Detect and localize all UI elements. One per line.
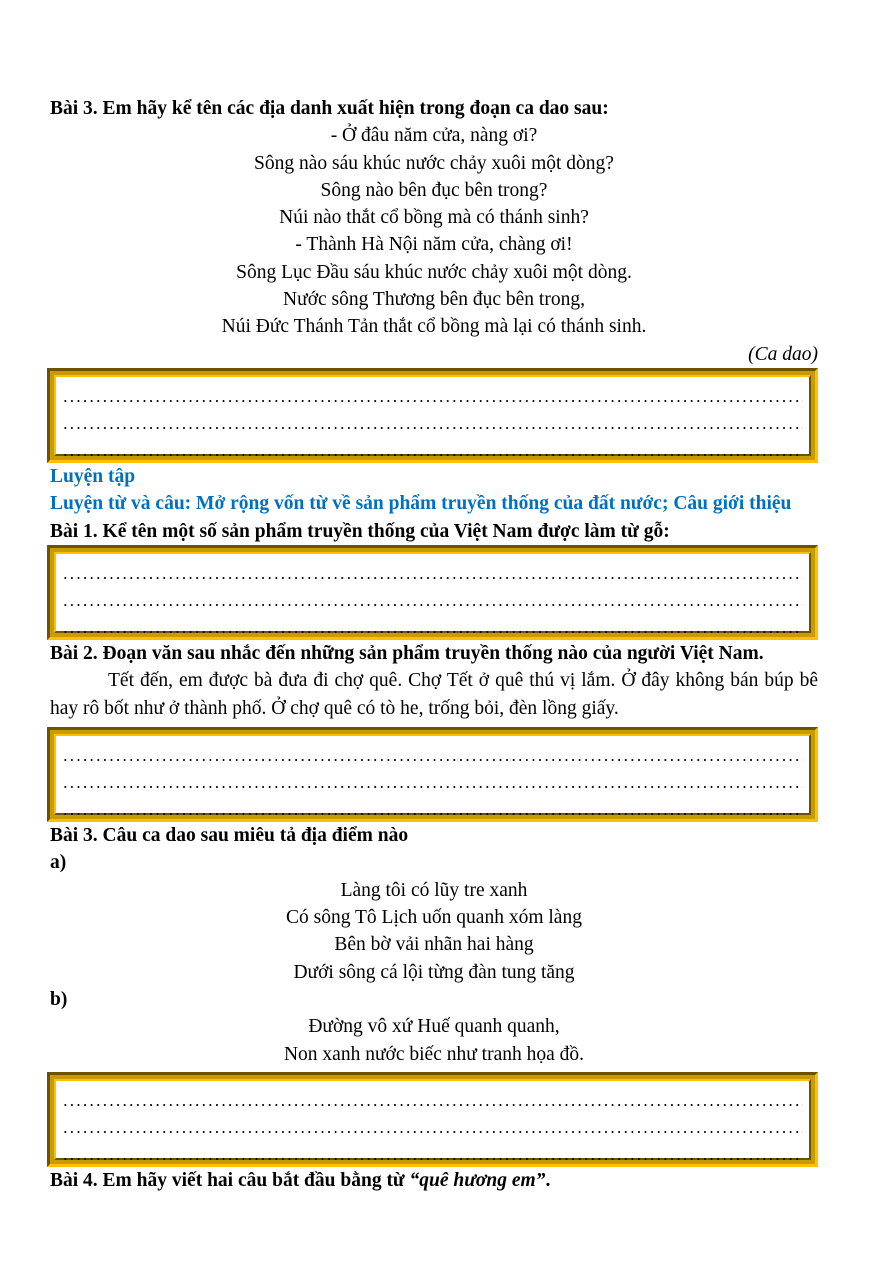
exercise-4-title-text: Bài 4. Em hãy viết hai câu bắt đầu bằng từ bbox=[50, 1169, 410, 1191]
answer-line[interactable] bbox=[62, 614, 803, 641]
verse-line: Non xanh nước biếc như tranh họa đồ. bbox=[283, 1043, 585, 1065]
answer-line[interactable] bbox=[62, 1141, 803, 1168]
section-title: Luyện tập bbox=[50, 465, 136, 487]
verse-line: Núi nào thắt cổ bồng mà có thánh sinh? bbox=[279, 207, 589, 229]
answer-line[interactable] bbox=[62, 383, 803, 410]
answer-line[interactable] bbox=[62, 437, 803, 464]
answer-line[interactable] bbox=[62, 796, 803, 823]
exercise-2-passage: Tết đến, em được bà đưa đi chợ quê. Chợ Tết ở quê thú vị lắm. Ở đây không bán búp bê hay rô bốt như ở thành phố. Ở chợ quê có tò he, trống bỏi, đèn lồng giấy. bbox=[50, 670, 818, 720]
part-b-label: b) bbox=[50, 988, 68, 1010]
exercise-3-title: Bài 3. Em hãy kể tên các địa danh xuất hiện trong đoạn ca dao sau: bbox=[50, 98, 609, 119]
answer-line[interactable] bbox=[62, 410, 803, 437]
exercise-4-title bbox=[50, 1167, 818, 1194]
verse-line: Nước sông Thương bên đục bên trong, bbox=[283, 289, 585, 311]
verse-line: Sông nào bên đục bên trong? bbox=[320, 179, 548, 201]
exercise-4-quote: “quê hương em” bbox=[409, 1169, 546, 1191]
exercise-4-title-end: . bbox=[545, 1169, 551, 1191]
section-subtitle: Luyện từ và câu: Mở rộng vốn từ về sản phẩm truyền thống của đất nước; Câu giới thiệu bbox=[50, 493, 792, 515]
answer-box[interactable] bbox=[47, 727, 818, 822]
answer-line[interactable] bbox=[62, 769, 803, 796]
answer-line[interactable] bbox=[62, 742, 803, 769]
verse-line: Núi Đức Thánh Tản thắt cổ bồng mà lại có thánh sinh. bbox=[221, 316, 647, 338]
verse-line: Làng tôi có lũy tre xanh bbox=[340, 879, 528, 901]
verse-line: Bên bờ vải nhãn hai hàng bbox=[334, 934, 534, 956]
verse-line: Sông Lục Đầu sáu khúc nước chảy xuôi một dòng. bbox=[236, 261, 632, 283]
answer-line[interactable] bbox=[62, 1087, 803, 1114]
answer-line[interactable] bbox=[62, 1114, 803, 1141]
answer-line[interactable] bbox=[62, 587, 803, 614]
answer-box[interactable] bbox=[47, 545, 818, 640]
part-a-label: a) bbox=[50, 852, 67, 874]
exercise-1-title: Bài 1. Kể tên một số sản phẩm truyền thống của Việt Nam được làm từ gỗ: bbox=[50, 520, 670, 542]
answer-box[interactable] bbox=[47, 1072, 818, 1167]
verse-line: - Thành Hà Nội năm cửa, chàng ơi! bbox=[295, 234, 573, 256]
answer-box[interactable] bbox=[47, 368, 818, 463]
answer-line[interactable] bbox=[62, 560, 803, 587]
exercise-3-title: Bài 3. Câu ca dao sau miêu tả địa điểm nào bbox=[50, 825, 409, 847]
verse-line: Dưới sông cá lội từng đàn tung tăng bbox=[293, 961, 575, 983]
folk-verse bbox=[50, 122, 818, 340]
verse-line: Có sông Tô Lịch uốn quanh xóm làng bbox=[286, 907, 582, 929]
verse-source: (Ca dao) bbox=[748, 343, 818, 365]
worksheet-page bbox=[50, 95, 818, 1194]
exercise-2-title: Bài 2. Đoạn văn sau nhắc đến những sản phẩm truyền thống nào của người Việt Nam. bbox=[50, 642, 764, 664]
verse-line: - Ở đâu năm cửa, nàng ơi? bbox=[330, 125, 538, 147]
verse-line: Sông nào sáu khúc nước chảy xuôi một dòng? bbox=[254, 152, 614, 174]
verse-line: Đường vô xứ Huế quanh quanh, bbox=[308, 1016, 560, 1038]
